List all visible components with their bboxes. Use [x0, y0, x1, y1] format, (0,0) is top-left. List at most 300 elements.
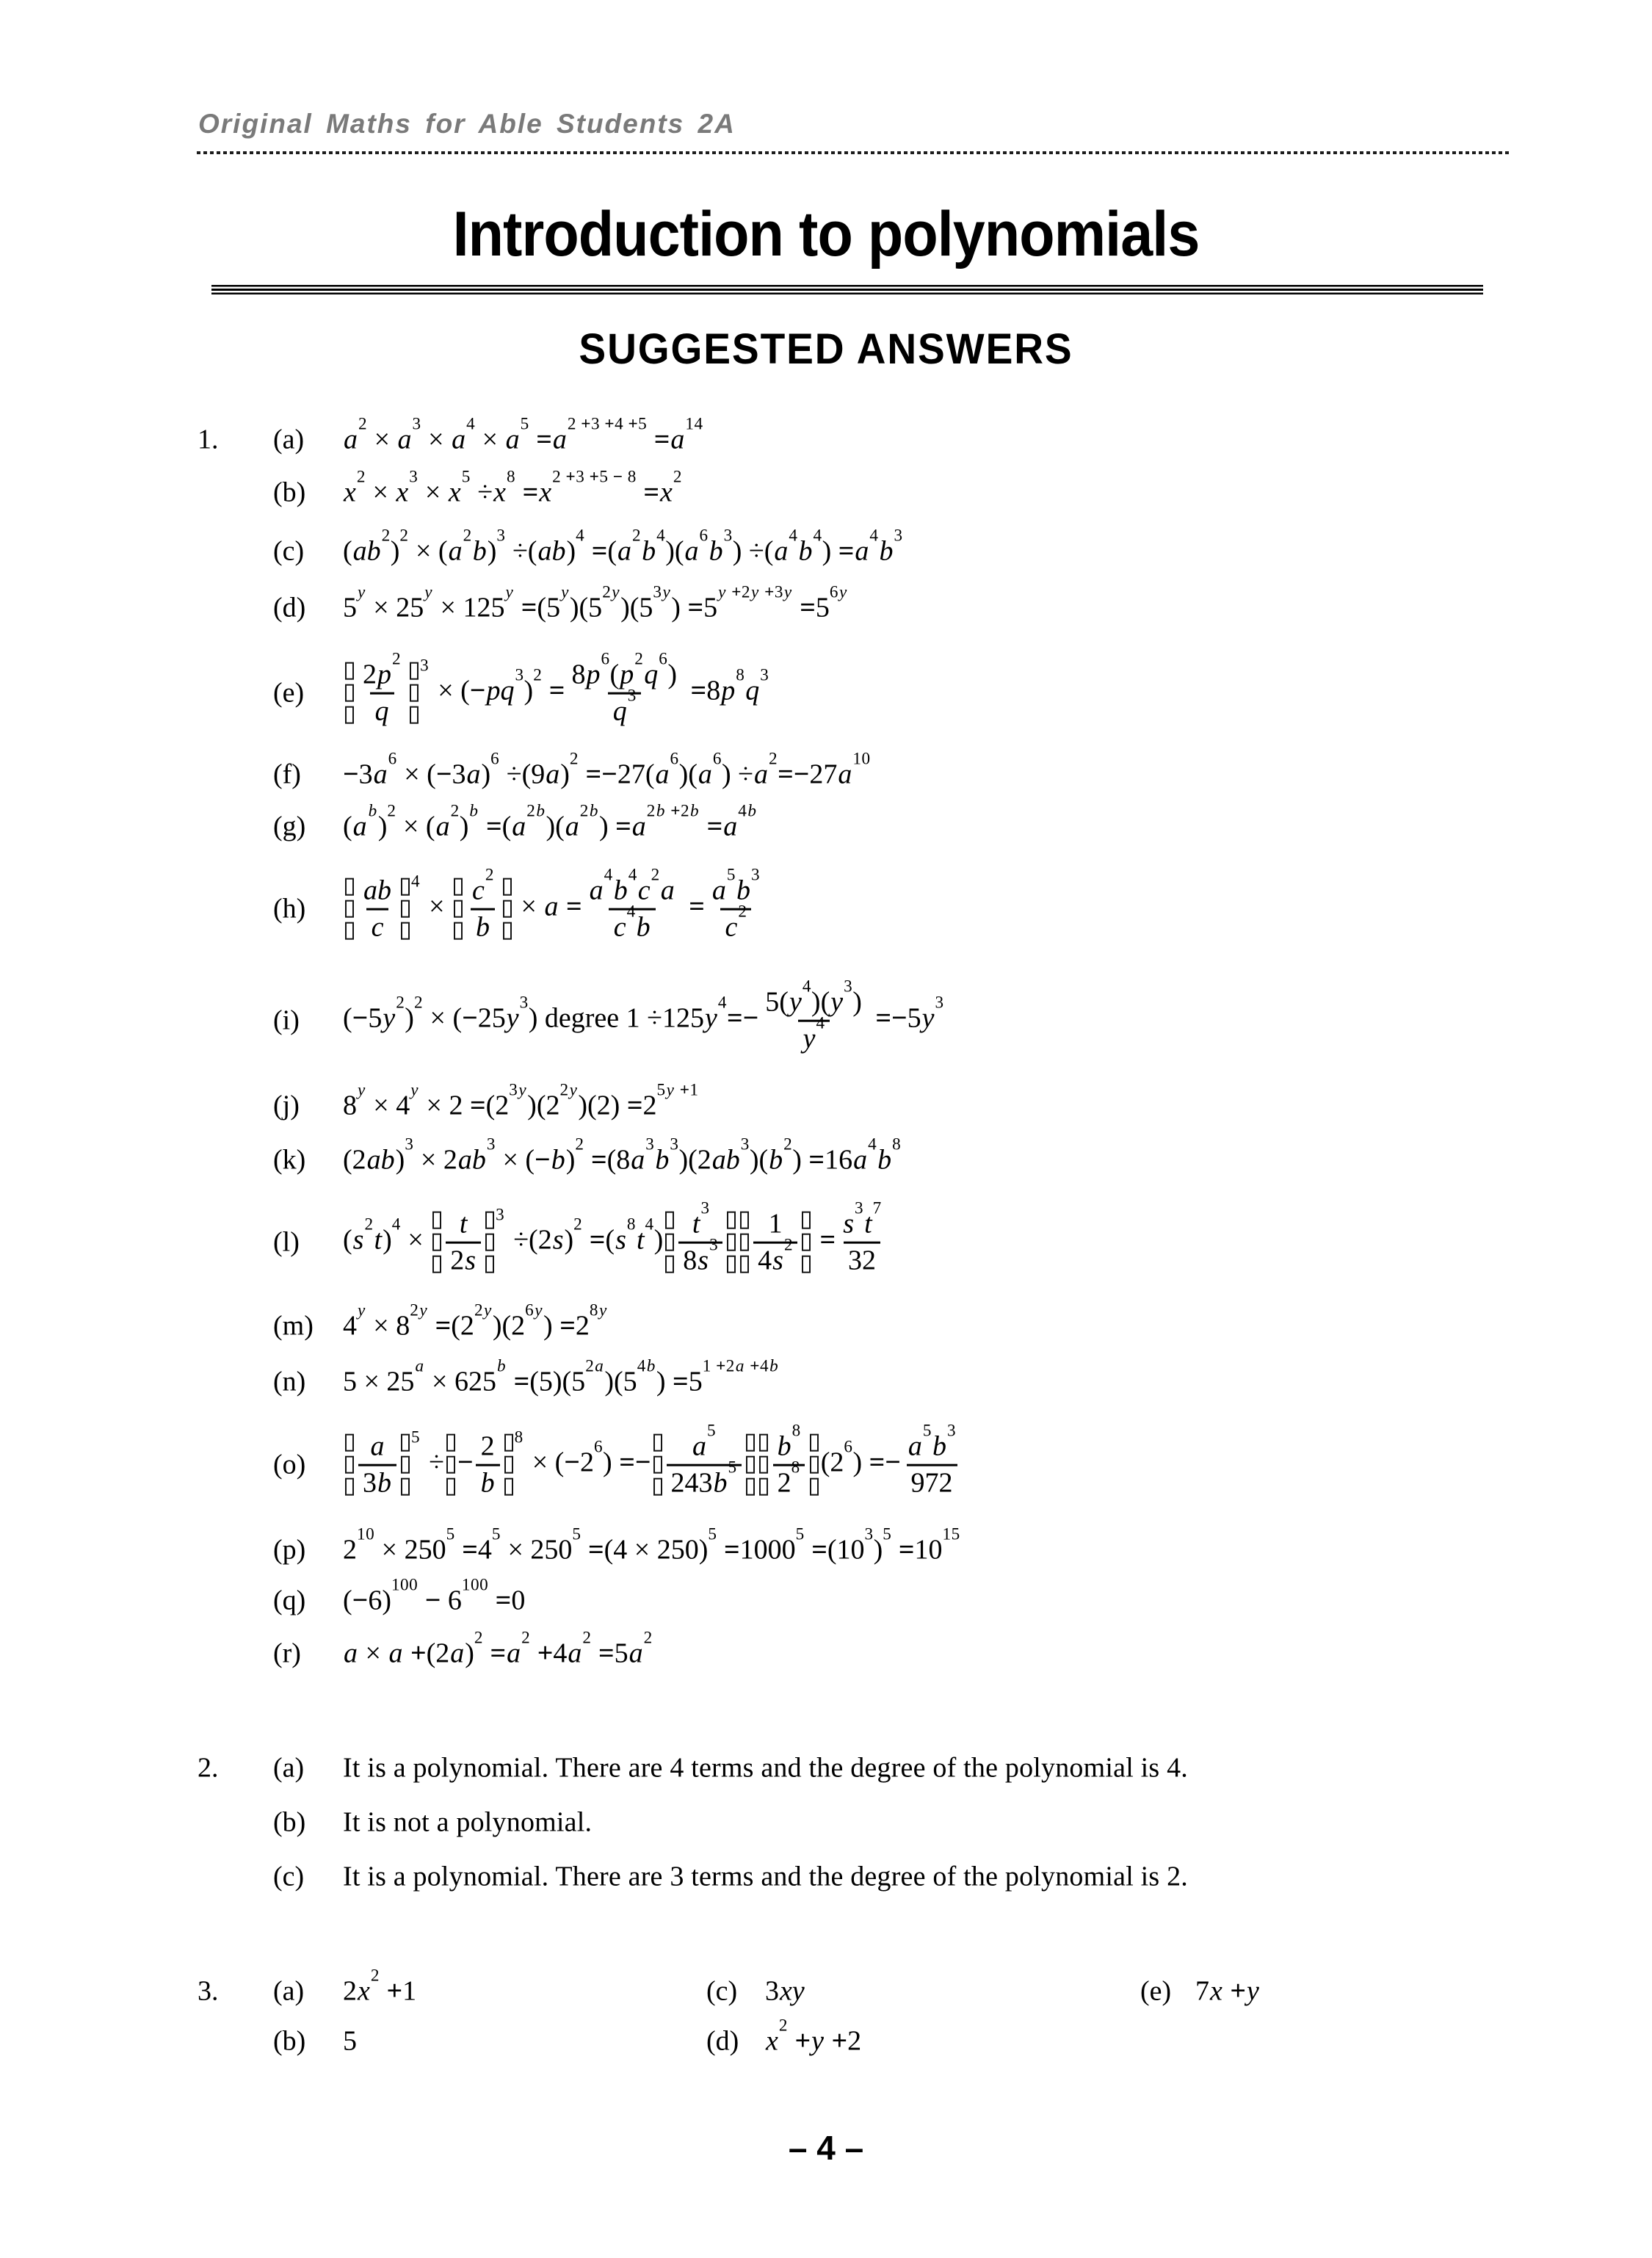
superscript: 6y: [525, 1300, 543, 1320]
bracket-with-exponent: [401, 872, 420, 940]
superscript: 5: [708, 1524, 717, 1544]
superscript: 6: [659, 649, 668, 669]
denominator: c: [366, 908, 389, 944]
numerator: $2p^2$: [363, 649, 402, 690]
superscript: 6: [712, 749, 722, 769]
denominator: 32: [844, 1242, 880, 1278]
superscript: 1 +2a +4b: [702, 1356, 779, 1376]
bracket-with-exponent: [410, 656, 429, 724]
item-label: (a): [273, 1975, 305, 2007]
superscript: 2: [533, 666, 543, 686]
superscript: 10: [852, 749, 871, 769]
missing-glyph-box: [504, 1456, 513, 1474]
superscript: 5: [491, 1524, 501, 1544]
superscript: 6: [490, 749, 500, 769]
bracket: [345, 662, 354, 724]
superscript: 5: [922, 1421, 932, 1441]
superscript: 6y: [829, 582, 847, 602]
missing-glyph-box: [665, 1234, 674, 1251]
superscript: 4: [656, 526, 666, 546]
superscript: 5: [707, 1421, 717, 1441]
superscript: 6: [844, 1438, 853, 1458]
bracket: [446, 1434, 455, 1496]
superscript: 2: [450, 801, 460, 821]
superscript: 3: [515, 666, 524, 686]
item-label: (i): [273, 1005, 300, 1036]
missing-glyph-box: [759, 1456, 768, 1474]
bracket-box-column: [759, 1434, 768, 1496]
math-expression: $5^y \times 25^y \times 125^y =(5^y)(5^{2y})(5^{3y}) =5^{y +2y +3y} =5^{6y}$: [343, 582, 847, 623]
superscript: 3: [855, 1198, 864, 1218]
superscript: 3: [409, 467, 419, 487]
missing-glyph-box: [454, 922, 463, 940]
item-label: (c): [273, 535, 305, 567]
superscript: 5: [461, 467, 471, 487]
question-number: 2.: [198, 1752, 219, 1784]
denominator: q: [370, 692, 394, 728]
superscript: b: [469, 801, 479, 821]
answer-row-1-p: [198, 1524, 960, 1568]
superscript: 2b: [526, 801, 546, 821]
superscript: 2: [521, 1628, 531, 1648]
superscript: 2a: [585, 1356, 604, 1376]
answer-row-1-k: [198, 1135, 902, 1178]
item-label: (a): [273, 424, 305, 455]
item-label: (g): [273, 811, 306, 842]
superscript: 2: [575, 1135, 584, 1154]
superscript: 3: [740, 1135, 750, 1154]
superscript: 3: [645, 1135, 655, 1154]
denominator: 972: [907, 1464, 957, 1500]
superscript: y: [505, 582, 514, 602]
superscript: a: [415, 1356, 424, 1376]
numerator: ab: [363, 875, 391, 906]
numerator: 1: [768, 1208, 783, 1240]
answer-row-2-b: [198, 1805, 592, 1840]
missing-glyph-box: [746, 1434, 755, 1452]
item-label: (c): [706, 1975, 738, 2007]
missing-glyph-box: [485, 1256, 494, 1273]
bracket-exponent: 8: [514, 1428, 524, 1447]
superscript: b: [496, 1356, 507, 1376]
item-label: (q): [273, 1585, 306, 1616]
missing-glyph-box: [810, 1456, 819, 1474]
fraction: [446, 1208, 481, 1278]
superscript: 3: [947, 1421, 957, 1441]
page-number: – 4 –: [788, 2129, 864, 2167]
missing-glyph-box: [454, 900, 463, 918]
answer-row-1-i: [198, 977, 944, 1056]
superscript: b: [368, 801, 377, 821]
denominator: 2s: [446, 1242, 481, 1278]
denominator: 3b: [358, 1464, 396, 1500]
superscript: 5: [446, 1524, 455, 1544]
numerator: t: [459, 1208, 468, 1240]
numerator: $5(y^4)(y^3)$: [765, 977, 862, 1018]
missing-glyph-box: [454, 878, 463, 896]
superscript: 7: [872, 1198, 882, 1218]
superscript: 4: [717, 994, 727, 1013]
answer-row-2-c: [198, 1859, 1188, 1895]
superscript: 6: [388, 749, 397, 769]
superscript: 2 +3 +4 +5: [567, 414, 648, 434]
missing-glyph-box: [432, 1256, 441, 1273]
denominator: $4s^2$: [753, 1242, 797, 1278]
superscript: 6: [670, 749, 679, 769]
math-expression: $2^{10} \times 250^5 =4^5 \times 250^5 =(4 \times 250)^5 =1000^5 =(10^3)^5 =10^{15}$: [343, 1524, 960, 1566]
numerator: a: [370, 1430, 385, 1462]
bracket-box-column: [454, 878, 463, 940]
numerator: $c^2$: [472, 865, 494, 906]
superscript: 5: [728, 1458, 737, 1477]
superscript: 3: [751, 865, 761, 885]
bracket-box-column: [401, 1434, 410, 1496]
superscript: 100: [391, 1575, 419, 1595]
math-expression: $8^y \times 4^y \times 2 =(2^{3y})(2^{2y})(2) =2^{5y +1}$: [343, 1080, 699, 1121]
bracket: [345, 1434, 354, 1496]
missing-glyph-box: [802, 1234, 811, 1251]
missing-glyph-box: [432, 1212, 441, 1229]
superscript: 3: [760, 666, 769, 686]
fraction: [753, 1208, 797, 1278]
math-expression: $(2ab)^3 \times 2ab^3 \times (-b)^2 =(8a^3b^3)(2ab^3)(b^2) =16a^4b^8$: [343, 1135, 902, 1176]
superscript: 2: [634, 649, 644, 669]
math-expression: $a \times a +(2a)^2 =a^2 +4a^2 =5a^2$: [344, 1628, 653, 1669]
superscript: 4: [869, 526, 879, 546]
superscript: 4b: [637, 1356, 656, 1376]
missing-glyph-box: [410, 706, 419, 724]
bracket-with-exponent: [401, 1428, 420, 1496]
item-label: (l): [273, 1226, 300, 1258]
superscript: y: [410, 1080, 419, 1100]
math-expression: $x^2 +y +2$: [766, 2016, 862, 2057]
missing-glyph-box: [345, 1434, 354, 1452]
superscript: 4: [813, 526, 822, 546]
superscript: 5: [795, 1524, 805, 1544]
bracket-box-column: [410, 662, 419, 724]
bracket: [759, 1434, 768, 1496]
superscript: 4: [466, 414, 476, 434]
missing-glyph-box: [759, 1434, 768, 1452]
superscript: 4: [802, 977, 811, 996]
answer-text: It is not a polynomial.: [343, 1806, 593, 1838]
bracket-box-column: [653, 1434, 662, 1496]
missing-glyph-box: [503, 878, 512, 896]
superscript: 4: [628, 865, 637, 885]
superscript: 2: [778, 2016, 788, 2036]
item-label: (a): [273, 1752, 305, 1784]
superscript: 2y: [410, 1300, 428, 1320]
superscript: 2: [392, 649, 402, 669]
superscript: y +2y +3y: [718, 582, 792, 602]
superscript: 2y: [474, 1300, 492, 1320]
missing-glyph-box: [345, 1456, 354, 1474]
superscript: 2y: [602, 582, 620, 602]
answer-row-1-f: [198, 749, 871, 792]
bracket-box-column: [345, 662, 354, 724]
superscript: 8: [626, 1215, 636, 1235]
superscript: 2b: [579, 801, 598, 821]
bracket-exponent: 3: [420, 656, 429, 676]
denominator: $2^8$: [773, 1464, 805, 1500]
answer-row-1-l: [198, 1198, 888, 1278]
bracket: [727, 1212, 736, 1273]
superscript: 2: [370, 1966, 380, 1986]
item-label: (d): [273, 592, 306, 623]
superscript: 4: [576, 526, 585, 546]
numerator: $s^3t^7$: [843, 1198, 882, 1240]
answer-row-1-n: [198, 1356, 779, 1400]
answer-row-1-m: [198, 1300, 608, 1344]
answer-row-2-a: [198, 1751, 1188, 1786]
denominator: $q^3$: [608, 692, 641, 728]
denominator: b: [476, 1464, 500, 1500]
answer-row-3-1: [198, 1966, 1260, 2009]
bracket-box-column: [401, 878, 410, 940]
missing-glyph-box: [446, 1434, 455, 1452]
missing-glyph-box: [410, 662, 419, 680]
denominator: b: [471, 908, 495, 944]
superscript: 2: [632, 526, 642, 546]
math-expression: $2x^2 +1$: [343, 1966, 417, 2007]
item-label: (c): [273, 1861, 305, 1892]
fraction: [476, 1430, 500, 1500]
superscript: 5: [883, 1524, 892, 1544]
superscript: 6: [593, 1438, 604, 1458]
superscript: 3: [709, 1235, 719, 1255]
missing-glyph-box: [485, 1234, 494, 1251]
superscript: 2: [413, 994, 424, 1013]
denominator: $y^4$: [798, 1020, 830, 1056]
superscript: 3: [700, 1198, 710, 1218]
fraction: [903, 1421, 960, 1500]
bracket: [740, 1212, 749, 1273]
math-expression: $\frac{2p^2}{q}$ 3 × $(-pq^3)^2$ = $\frac{8p^6(p^2q^6)}{q^3}$ $=8p^8q^3$: [343, 659, 769, 728]
superscript: 4: [391, 1215, 401, 1235]
numerator: $t^3$: [692, 1198, 710, 1240]
math-expression: $\frac{a}{3b}$ 5 ÷ − $\frac{2}{b}$ 8 × $(-2^6)$ =− $\frac{a^5}{243b^5}$ $\frac{b^8}{2^8}$ $(2^6)$ =− $\frac{a^5b^3}{972}$: [343, 1430, 963, 1500]
bracket: [746, 1434, 755, 1496]
missing-glyph-box: [740, 1234, 749, 1251]
superscript: 2: [738, 902, 747, 922]
missing-glyph-box: [665, 1256, 674, 1273]
fraction: [761, 977, 866, 1056]
superscript: 5: [726, 865, 736, 885]
missing-glyph-box: [504, 1434, 513, 1452]
missing-glyph-box: [446, 1456, 455, 1474]
superscript: y: [358, 1300, 366, 1320]
item-label: (n): [273, 1366, 306, 1397]
math-expression: $x^2 \times x^3 \times x^5 \div x^8 =x^{2 +3 +5 - 8} =x^2$: [344, 467, 682, 508]
superscript: 2: [651, 865, 660, 885]
fraction: [467, 865, 499, 944]
math-expression: $(-5y^2)^2 \times (-25y^3)$ degree $1 \div 125y^4=-$ $\frac{5(y^4)(y^3)}{y^4}$ $=-5y^3$: [343, 977, 944, 1054]
item-label: (j): [273, 1090, 300, 1121]
item-label: (m): [273, 1310, 314, 1342]
suggested-answers-heading: SUGGESTED ANSWERS: [579, 325, 1073, 373]
missing-glyph-box: [345, 1478, 354, 1496]
fraction: [584, 865, 680, 944]
numerator: 2: [480, 1430, 495, 1462]
superscript: 3: [935, 994, 944, 1013]
bracket-box-column: [503, 878, 512, 940]
answer-row-1-e: [198, 649, 769, 728]
superscript: 3: [864, 1524, 874, 1544]
bracket: [810, 1434, 819, 1496]
bracket-box-column: [504, 1434, 513, 1496]
missing-glyph-box: [810, 1434, 819, 1452]
missing-glyph-box: [727, 1234, 736, 1251]
superscript: 2: [399, 526, 409, 546]
superscript: 2: [573, 1215, 583, 1235]
missing-glyph-box: [802, 1212, 811, 1229]
math-expression: $4^y \times 8^{2y} =(2^{2y})(2^{6y}) =2^{8y}$: [343, 1300, 607, 1342]
bracket-box-column: [446, 1434, 455, 1496]
bracket-with-exponent: [504, 1428, 524, 1496]
superscript: 2: [643, 1628, 653, 1648]
item-label: (f): [273, 759, 301, 790]
superscript: 2: [381, 526, 391, 546]
superscript: 3: [894, 526, 903, 546]
superscript: 2: [783, 1135, 793, 1154]
bracket-box-column: [485, 1212, 494, 1273]
superscript: 2: [463, 526, 472, 546]
superscript: 6: [699, 526, 709, 546]
superscript: 2b +2b: [646, 801, 700, 821]
bracket: [503, 878, 512, 940]
item-label: (d): [706, 2025, 739, 2057]
superscript: 4: [868, 1135, 877, 1154]
superscript: 8: [736, 666, 745, 686]
answer-row-3-2: [198, 2016, 1140, 2059]
superscript: 8: [507, 467, 516, 487]
superscript: 2: [485, 865, 494, 885]
superscript: y: [358, 582, 366, 602]
answer-row-1-j: [198, 1080, 699, 1123]
question-number: 3.: [198, 1975, 219, 2007]
bracket: [653, 1434, 662, 1496]
bracket-box-column: [802, 1212, 811, 1273]
missing-glyph-box: [503, 922, 512, 940]
superscript: 100: [461, 1575, 489, 1595]
superscript: y: [358, 1080, 366, 1100]
superscript: 2: [673, 467, 682, 487]
superscript: 8: [791, 1458, 800, 1477]
fraction: [678, 1198, 722, 1278]
numerator: $a^5b^3$: [907, 1421, 957, 1462]
answer-text: It is a polynomial. There are 4 terms and the degree of the polynomial is 4.: [343, 1752, 1189, 1784]
item-label: (b): [273, 477, 306, 508]
superscript: 5y +1: [656, 1080, 699, 1100]
chapter-title: Introduction to polynomials: [452, 199, 1200, 269]
item-label: (r): [273, 1638, 301, 1669]
missing-glyph-box: [401, 922, 410, 940]
superscript: 4b: [738, 801, 757, 821]
superscript: y: [424, 582, 433, 602]
bracket-exponent: 3: [496, 1206, 504, 1225]
header-divider-dotted: [197, 151, 1511, 154]
bracket: [345, 878, 354, 940]
superscript: 8: [892, 1135, 902, 1154]
bracket-box-column: [810, 1434, 819, 1496]
superscript: 3: [844, 977, 853, 996]
superscript: 2: [769, 749, 778, 769]
answer-row-1-d: [198, 582, 848, 626]
superscript: 3: [723, 526, 733, 546]
question-number: 1.: [198, 424, 219, 455]
missing-glyph-box: [401, 900, 410, 918]
superscript: 2: [783, 1235, 794, 1255]
superscript: 2y: [559, 1080, 578, 1100]
fraction: [567, 649, 681, 728]
superscript: 3y: [509, 1080, 527, 1100]
superscript: 3: [405, 1135, 414, 1154]
superscript: 5: [520, 414, 529, 434]
superscript: 3: [519, 994, 529, 1013]
missing-glyph-box: [503, 900, 512, 918]
missing-glyph-box: [345, 684, 354, 702]
missing-glyph-box: [653, 1456, 662, 1474]
bracket-box-column: [432, 1212, 441, 1273]
math-expression: $(ab^2)^2 \times (a^2b)^3 \div(ab)^4 =(a^2b^4)(a^6b^3) \div(a^4b^4) =a^4b^3$: [343, 526, 903, 567]
superscript: 3: [627, 686, 637, 706]
missing-glyph-box: [504, 1478, 513, 1496]
answer-row-1-r: [198, 1628, 653, 1671]
missing-glyph-box: [653, 1434, 662, 1452]
missing-glyph-box: [401, 1456, 410, 1474]
bracket-box-column: [665, 1212, 674, 1273]
fraction: [772, 1421, 805, 1500]
missing-glyph-box: [740, 1256, 749, 1273]
numerator: $8p^6(p^2q^6)$: [571, 649, 678, 690]
answer-text: It is a polynomial. There are 3 terms and the degree of the polynomial is 2.: [343, 1861, 1189, 1892]
missing-glyph-box: [746, 1456, 755, 1474]
missing-glyph-box: [410, 684, 419, 702]
superscript: 4: [626, 902, 636, 922]
superscript: 3: [486, 1135, 496, 1154]
numerator: $a^4b^4c^2a$: [589, 865, 675, 906]
bracket-box-column: [727, 1212, 736, 1273]
fraction: [358, 649, 405, 728]
item-label: (o): [273, 1449, 306, 1480]
bracket-exponent: 5: [411, 1428, 420, 1447]
superscript: 3: [412, 414, 421, 434]
missing-glyph-box: [345, 900, 354, 918]
bracket: [454, 878, 463, 940]
bracket-exponent: 4: [411, 872, 420, 891]
bracket-box-column: [345, 878, 354, 940]
bracket-box-column: [345, 1434, 354, 1496]
item-label: (k): [273, 1144, 306, 1176]
title-divider-rule: [211, 285, 1483, 294]
superscript: 4: [604, 865, 613, 885]
superscript: 10: [357, 1524, 375, 1544]
superscript: 3: [496, 526, 506, 546]
missing-glyph-box: [740, 1212, 749, 1229]
superscript: 8: [791, 1421, 801, 1441]
superscript: 2: [569, 749, 579, 769]
missing-glyph-box: [810, 1478, 819, 1496]
math-expression: $a^2 \times a^3 \times a^4 \times a^5 =a^{2 +3 +4 +5} =a^{14}$: [344, 414, 703, 455]
missing-glyph-box: [345, 922, 354, 940]
math-expression: $\frac{ab}{c}$ 4 × $\frac{c^2}{b}$ × a = $\frac{a^4b^4c^2a}{c^4b}$ = $\frac{a^5b^3}{c^2}$: [343, 875, 767, 944]
missing-glyph-box: [432, 1234, 441, 1251]
superscript: 4: [816, 1013, 825, 1033]
superscript: 4: [789, 526, 798, 546]
numerator: $a^5b^3$: [711, 865, 761, 906]
math-expression: 7x +y: [1195, 1975, 1259, 2007]
math-expression: $5 \times 25^a \times 625^b =(5)(5^{2a})(5^{4b}) =5^{1 +2a +4b}$: [343, 1356, 779, 1397]
